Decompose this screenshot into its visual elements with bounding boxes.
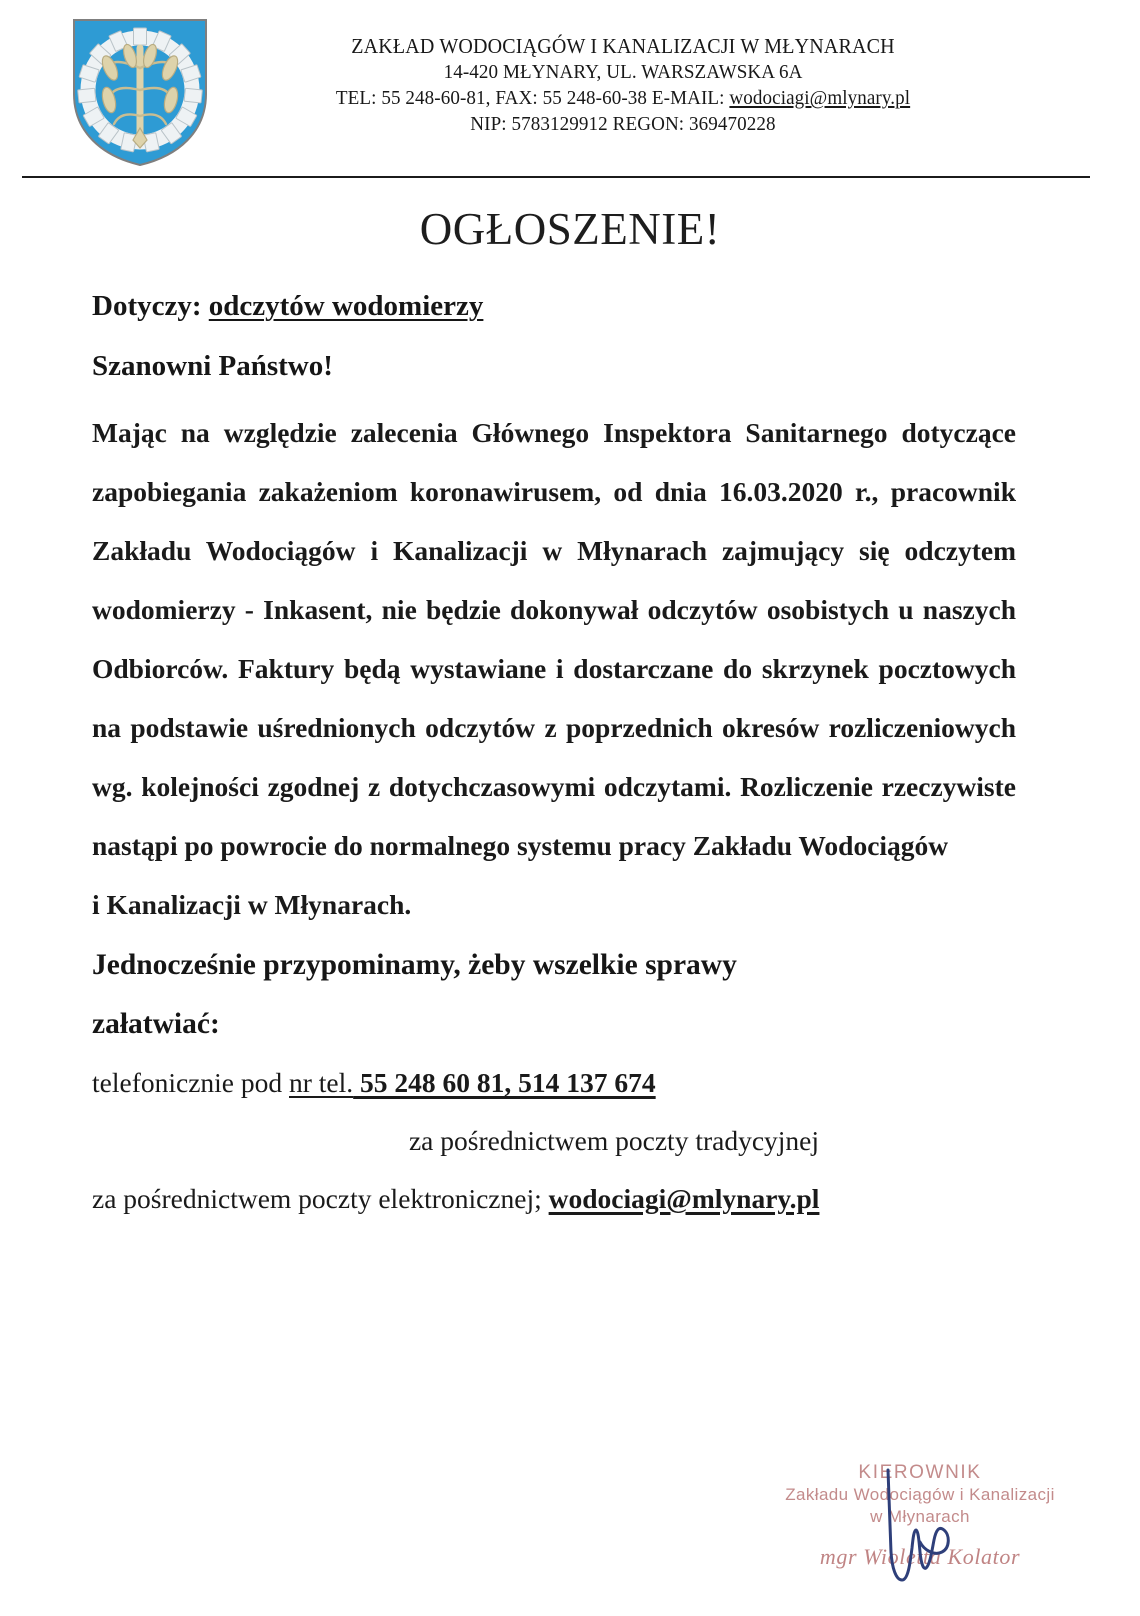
- organization-header: [228, 33, 1018, 137]
- page-title: OGŁOSZENIE!: [419, 204, 721, 254]
- phone-prefix: telefonicznie pod: [92, 1067, 289, 1098]
- org-contact-prefix: TEL: 55 248-60-81, FAX: 55 248-60-38 E-MAIL:: [335, 87, 730, 109]
- org-name: ZAKŁAD WODOCIĄGÓW I KANALIZACJI W MŁYNARACH: [351, 34, 895, 58]
- stamp-org-line-1: Zakładu Wodociągów i Kanalizacji: [785, 1485, 1055, 1504]
- letterhead: [0, 0, 1140, 178]
- phone-label: nr tel.: [289, 1067, 354, 1098]
- org-identifiers: NIP: 5783129912 REGON: 369470228: [470, 113, 776, 135]
- postal-contact-line: za pośrednictwem poczty tradycyjnej: [408, 1125, 820, 1156]
- reminder-line-tail: załatwiać:: [92, 1008, 220, 1040]
- org-address: 14-420 MŁYNARY, UL. WARSZAWSKA 6A: [443, 61, 803, 83]
- stamp-signer-name: mgr Wioletta Kolator: [819, 1544, 1021, 1569]
- reminder-line: Jednocześnie przypominamy, żeby wszelkie sprawy: [92, 949, 737, 981]
- official-stamp: [760, 1462, 1080, 1568]
- coat-of-arms-icon: [68, 16, 212, 168]
- header-divider: [22, 176, 1090, 178]
- main-paragraph: Mając na względzie zalecenia Głównego Inspektora Sanitarnego dotyczące zapobiegania zakażeniom koronawirusem, od dnia 16.03.2020 r., pracownik Zakładu Wodociągów i Kanalizacji w Młynarach zajmujący się odczytem wodomierzy - Inkasent, nie będzie dokonywał odczytów osobistych u naszych Odbiorców. Faktury będą wystawiane i dostarczane do skrzynek pocztowych na podstawie uśrednionych odczytów z poprzednich okresów rozliczeniowych wg. kolejności zgodnej z dotychczasowymi odczytami. Rozliczenie rzeczywiste nastąpi po powrocie do normalnego systemu pracy Zakładu Wodociągów: [92, 417, 1016, 861]
- email-contact-line: [92, 1170, 1016, 1228]
- main-paragraph-tail: i Kanalizacji w Młynarach.: [92, 889, 412, 920]
- phone-numbers: 55 248 60 81, 514 137 674: [353, 1067, 656, 1098]
- email-prefix: za pośrednictwem poczty elektronicznej;: [92, 1183, 549, 1214]
- subject-line: [92, 283, 1016, 329]
- org-contact: [256, 85, 991, 111]
- subject-label: Dotyczy:: [92, 290, 209, 322]
- document-body: [92, 283, 1016, 1228]
- stamp-role: KIEROWNIK: [858, 1462, 982, 1483]
- phone-contact-line: [92, 1054, 1016, 1112]
- email-value[interactable]: wodociagi@mlynary.pl: [548, 1183, 820, 1214]
- stamp-org-line-2: w Młynarach: [870, 1507, 970, 1526]
- org-email-link[interactable]: wodociagi@mlynary.pl: [729, 87, 911, 109]
- greeting-line: Szanowni Państwo!: [92, 350, 333, 382]
- signature-block: [760, 1462, 1080, 1602]
- subject-value: odczytów wodomierzy: [208, 290, 484, 322]
